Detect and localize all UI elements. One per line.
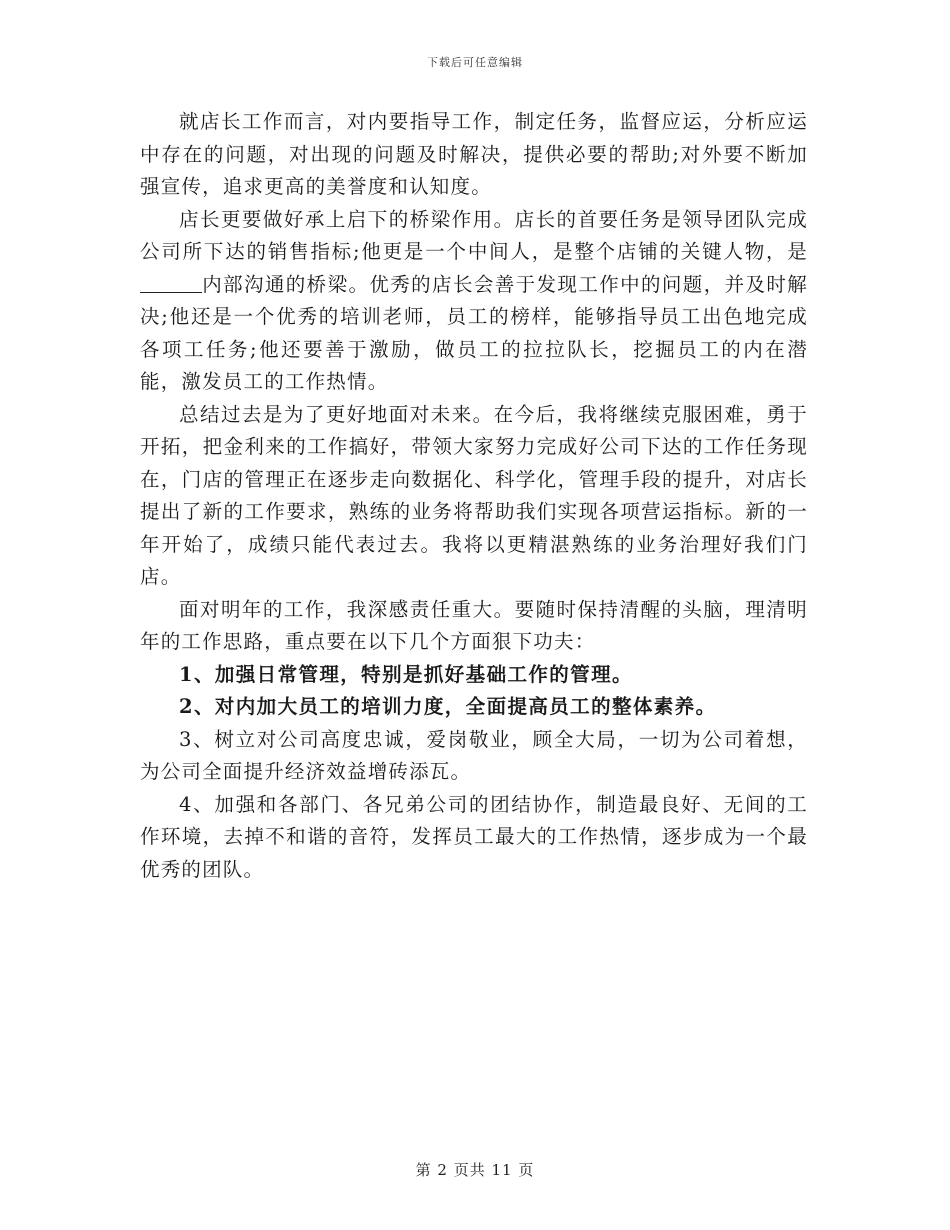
document-body bbox=[140, 106, 808, 886]
page-footer-page-number: 第 2 页共 11 页 bbox=[415, 1161, 535, 1179]
paragraph-bridge-role-part1: 店长更要做好承上启下的桥梁作用。店长的首要任务是领导团队完成公司所下达的销售指标;他更是一个中间人，是整个店铺的关键人物，是 bbox=[140, 207, 808, 263]
list-item-1: 1、加强日常管理，特别是抓好基础工作的管理。 bbox=[179, 662, 633, 686]
page-header: 下载后可任意编辑 bbox=[427, 56, 523, 69]
list-item-3: 3、树立对公司高度忠诚，爱岗敬业，顾全大局，一切为公司着想，为公司全面提升经济效益增砖添瓦。 bbox=[140, 727, 808, 783]
paragraph-future-outlook: 总结过去是为了更好地面对未来。在今后，我将继续克服困难，勇于开拓，把金利来的工作搞好，带领大家努力完成好公司下达的工作任务现在，门店的管理正在逐步走向数据化、科学化，管理手段的提升，对店长提出了新的工作要求，熟练的业务将帮助我们实现各项营运指标。新的一年开始了，成绩只能代表过去。我将以更精湛熟练的业务治理好我们门店。 bbox=[140, 402, 808, 588]
paragraph-bridge-role-part2: 内部沟通的桥梁。优秀的店长会善于发现工作中的问题，并及时解决;他还是一个优秀的培训老师，员工的榜样，能够指导员工出色地完成各项工任务;他还要善于激励，做员工的拉拉队长，挖掘员工的内在潜能，激发员工的工作热情。 bbox=[140, 272, 808, 393]
list-item-2: 2、对内加大员工的培训力度，全面提高员工的整体素养。 bbox=[179, 695, 717, 718]
paragraph-store-manager-duties: 就店长工作而言，对内要指导工作，制定任务，监督应运，分析应运中存在的问题，对出现的问题及时解决，提供必要的帮助;对外要不断加强宣传，追求更高的美誉度和认知度。 bbox=[140, 110, 808, 198]
paragraph-next-year-intro: 面对明年的工作，我深感责任重大。要随时保持清醒的头脑，理清明年的工作思路，重点要在以下几个方面狠下功夫： bbox=[140, 597, 808, 653]
list-item-4: 4、加强和各部门、各兄弟公司的团结协作，制造最良好、无间的工作环境，去掉不和谐的音符，发挥员工最大的工作热情，逐步成为一个最优秀的团队。 bbox=[140, 792, 808, 881]
blank-underline bbox=[140, 291, 202, 293]
paragraph-bridge-role bbox=[140, 204, 808, 399]
